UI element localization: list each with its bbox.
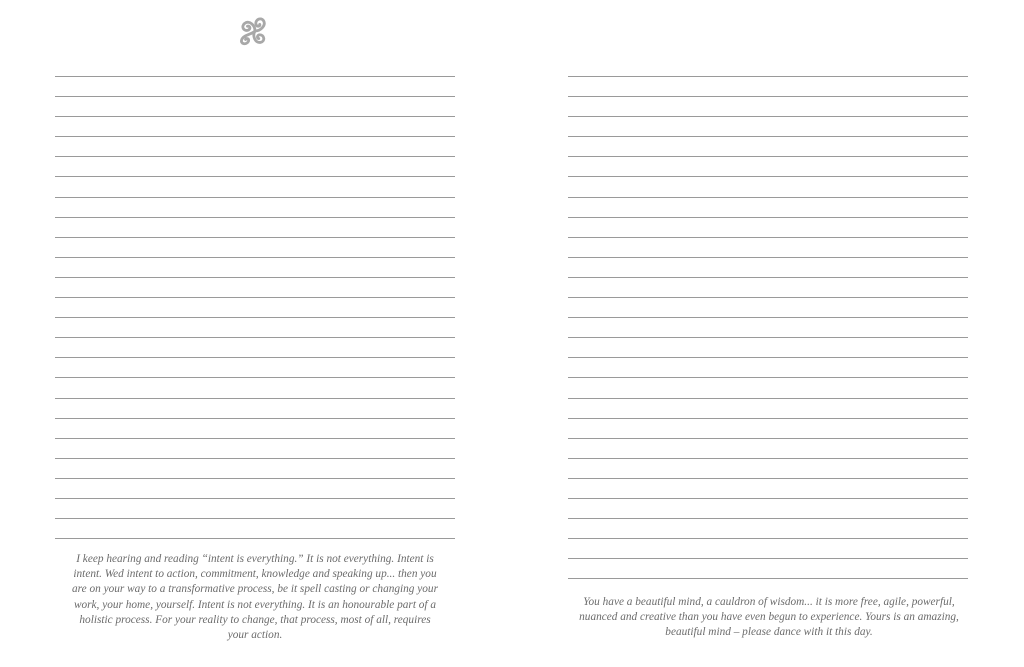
- ruled-line: [55, 76, 455, 77]
- ruled-line: [568, 357, 968, 358]
- ruled-line: [568, 237, 968, 238]
- ruled-lines: [55, 76, 455, 558]
- ruled-line: [568, 418, 968, 419]
- page-quote: You have a beautiful mind, a cauldron of wisdom... it is more free, agile, powerful, nuanced and creative than you have even begun to experience. Yours is an amazing, beautiful mind – please dance with it this day.: [579, 596, 959, 639]
- ruled-line: [55, 458, 455, 459]
- ruled-line: [55, 277, 455, 278]
- ruled-line: [568, 136, 968, 137]
- ruled-line: [55, 257, 455, 258]
- ruled-line: [55, 418, 455, 419]
- ruled-line: [55, 217, 455, 218]
- ruled-line: [568, 538, 968, 539]
- ruled-line: [568, 277, 968, 278]
- ruled-line: [55, 156, 455, 157]
- ruled-line: [55, 136, 455, 137]
- ruled-line: [55, 398, 455, 399]
- ruled-line: [568, 297, 968, 298]
- ruled-line: [568, 458, 968, 459]
- ruled-line: [55, 197, 455, 198]
- ruled-line: [568, 76, 968, 77]
- ruled-line: [568, 156, 968, 157]
- ruled-line: [568, 217, 968, 218]
- ruled-line: [55, 438, 455, 439]
- ruled-lines: [568, 76, 968, 598]
- ruled-line: [55, 357, 455, 358]
- ruled-line: [568, 558, 968, 559]
- ruled-line: [55, 237, 455, 238]
- ruled-line: [568, 176, 968, 177]
- ruled-line: [568, 317, 968, 318]
- ruled-line: [55, 176, 455, 177]
- ruled-line: [568, 578, 968, 579]
- ruled-line: [55, 377, 455, 378]
- ruled-line: [55, 478, 455, 479]
- ruled-line: [55, 297, 455, 298]
- triskele-icon: [236, 14, 274, 48]
- ruled-line: [568, 197, 968, 198]
- ruled-line: [568, 116, 968, 117]
- right-page: [512, 0, 1024, 667]
- page-quote: I keep hearing and reading “intent is everything.” It is not everything. Intent is intent. Wed intent to action, commitment, knowledge and speaking up... then you are on your way to a transformative process, be it spell casting or changing your work, your home, yourself. Intent is not everything. It is an honourable part of a holistic process. For your reality to change, that process, most of all, requires your action.: [72, 553, 438, 642]
- ruled-line: [568, 377, 968, 378]
- ruled-line: [55, 518, 455, 519]
- ruled-line: [568, 257, 968, 258]
- ruled-line: [568, 337, 968, 338]
- ruled-line: [568, 498, 968, 499]
- ruled-line: [55, 96, 455, 97]
- ruled-line: [55, 116, 455, 117]
- ruled-line: [568, 96, 968, 97]
- ruled-line: [568, 478, 968, 479]
- ruled-line: [568, 438, 968, 439]
- ruled-line: [568, 518, 968, 519]
- ruled-line: [55, 498, 455, 499]
- ruled-line: [55, 337, 455, 338]
- ruled-line: [55, 538, 455, 539]
- ruled-line: [55, 317, 455, 318]
- ruled-line: [568, 398, 968, 399]
